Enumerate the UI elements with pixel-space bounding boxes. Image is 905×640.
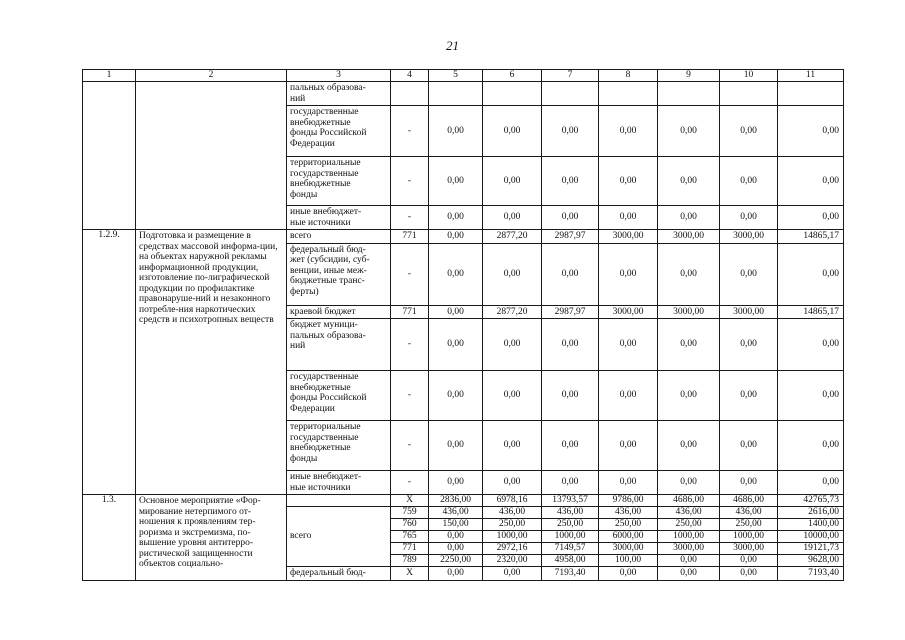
value-cell: 7193,40 [542, 567, 599, 581]
value-cell: 0,00 [429, 157, 483, 206]
value-cell: 0,00 [658, 471, 720, 495]
value-cell: 0,00 [429, 230, 483, 244]
column-number-header: 2 [136, 70, 287, 82]
empty-cell [542, 82, 599, 106]
value-cell: 2972,16 [483, 543, 542, 555]
value-cell: 436,00 [483, 507, 542, 519]
value-cell: 13793,57 [542, 495, 599, 507]
value-cell: 0,00 [542, 157, 599, 206]
source-label: всего [287, 507, 391, 567]
value-cell: 0,00 [720, 371, 778, 421]
value-cell: 3000,00 [658, 230, 720, 244]
code-cell: 771 [391, 230, 429, 244]
value-cell: 3000,00 [599, 230, 658, 244]
value-cell: 0,00 [429, 319, 483, 371]
code-cell: - [391, 243, 429, 305]
code-cell: - [391, 371, 429, 421]
empty-num-cell [83, 82, 136, 230]
value-cell: 0,00 [658, 106, 720, 157]
value-cell: 2877,20 [483, 305, 542, 319]
value-cell: 1000,00 [542, 531, 599, 543]
header-row [83, 70, 844, 82]
value-cell: 0,00 [599, 319, 658, 371]
table-body [83, 70, 844, 581]
value-cell: 0,00 [542, 206, 599, 230]
value-cell: 0,00 [429, 305, 483, 319]
value-cell: 0,00 [599, 206, 658, 230]
value-cell: 6978,16 [483, 495, 542, 507]
value-cell: 42765,73 [778, 495, 844, 507]
value-cell: 2616,00 [778, 507, 844, 519]
column-number-header: 11 [778, 70, 844, 82]
funding-table [82, 69, 844, 581]
value-cell: 100,00 [599, 555, 658, 567]
value-cell: 0,00 [483, 567, 542, 581]
value-cell: 0,00 [778, 243, 844, 305]
value-cell: 0,00 [658, 567, 720, 581]
value-cell: 0,00 [599, 243, 658, 305]
code-cell: 759 [391, 507, 429, 519]
value-cell: 2987,97 [542, 305, 599, 319]
value-cell: 6000,00 [599, 531, 658, 543]
value-cell: 0,00 [429, 567, 483, 581]
source-label: бюджет муници- пальных образова- ний [287, 319, 391, 371]
value-cell: 0,00 [483, 243, 542, 305]
value-cell: 1000,00 [720, 531, 778, 543]
value-cell: 4686,00 [720, 495, 778, 507]
value-cell: 436,00 [720, 507, 778, 519]
source-label: всего [287, 230, 391, 244]
source-label: государственные внебюджетные фонды Российской Федерации [287, 371, 391, 421]
value-cell: 0,00 [599, 157, 658, 206]
value-cell: 9628,00 [778, 555, 844, 567]
source-label: краевой бюджет [287, 305, 391, 319]
value-cell: 436,00 [599, 507, 658, 519]
code-cell: - [391, 421, 429, 471]
value-cell: 10000,00 [778, 531, 844, 543]
value-cell: 150,00 [429, 519, 483, 531]
value-cell: 0,00 [720, 157, 778, 206]
value-cell: 3000,00 [720, 230, 778, 244]
value-cell: 0,00 [542, 421, 599, 471]
value-cell: 14865,17 [778, 305, 844, 319]
value-cell: 0,00 [429, 206, 483, 230]
value-cell: 7149,57 [542, 543, 599, 555]
source-label: иные внебюджет- ные источники [287, 206, 391, 230]
value-cell: 3000,00 [658, 305, 720, 319]
value-cell: 250,00 [483, 519, 542, 531]
value-cell: 0,00 [599, 106, 658, 157]
value-cell: 4686,00 [658, 495, 720, 507]
value-cell: 3000,00 [658, 543, 720, 555]
column-number-header: 1 [83, 70, 136, 82]
value-cell: 0,00 [778, 471, 844, 495]
value-cell: 0,00 [429, 543, 483, 555]
value-cell: 0,00 [720, 555, 778, 567]
value-cell: 0,00 [429, 531, 483, 543]
value-cell: 3000,00 [720, 543, 778, 555]
value-cell: 0,00 [542, 371, 599, 421]
empty-cell [599, 82, 658, 106]
column-number-header: 9 [658, 70, 720, 82]
value-cell: 0,00 [542, 319, 599, 371]
source-label: территориальные государственные внебюджетные фонды [287, 421, 391, 471]
value-cell: 0,00 [658, 421, 720, 471]
value-cell: 0,00 [720, 319, 778, 371]
value-cell: 0,00 [483, 471, 542, 495]
value-cell: 0,00 [542, 471, 599, 495]
value-cell: 250,00 [658, 519, 720, 531]
value-cell: 250,00 [599, 519, 658, 531]
value-cell: 0,00 [658, 371, 720, 421]
value-cell: 250,00 [542, 519, 599, 531]
value-cell: 0,00 [429, 371, 483, 421]
value-cell: 0,00 [658, 206, 720, 230]
source-label: государственные внебюджетные фонды Российской Федерации [287, 106, 391, 157]
value-cell: 0,00 [599, 421, 658, 471]
value-cell: 7193,40 [778, 567, 844, 581]
value-cell: 2250,00 [429, 555, 483, 567]
value-cell: 0,00 [429, 106, 483, 157]
value-cell: 0,00 [429, 471, 483, 495]
value-cell: 0,00 [720, 421, 778, 471]
item-description: Подготовка и размещение в средствах массовой информа-ции, на объектах наружной рекламы информационной продукции, изготовление по-лиграфической продукции по профилактике правонаруше-ний и незаконного потребле-ния наркотических средств и психотропных веществ [136, 230, 287, 495]
item-description: Основное мероприятие «Фор-мирование нетерпимого от-ношения к проявлениям тер-роризма и экстремизма, по-вышение уровня антитерро-ристической защищенности объектов социально- [136, 495, 287, 581]
value-cell: 0,00 [658, 555, 720, 567]
value-cell: 0,00 [483, 206, 542, 230]
value-cell: 0,00 [483, 106, 542, 157]
column-number-header: 5 [429, 70, 483, 82]
empty-cell [391, 82, 429, 106]
value-cell: 0,00 [778, 106, 844, 157]
value-cell: 0,00 [658, 157, 720, 206]
value-cell: 0,00 [720, 471, 778, 495]
value-cell: 1000,00 [483, 531, 542, 543]
value-cell: 0,00 [778, 371, 844, 421]
table-row [83, 230, 844, 244]
source-label: иные внебюджет- ные источники [287, 471, 391, 495]
code-cell: - [391, 319, 429, 371]
value-cell: 3000,00 [599, 305, 658, 319]
page-number: 21 [446, 38, 459, 53]
empty-cell [483, 82, 542, 106]
empty-cell [658, 82, 720, 106]
value-cell: 0,00 [542, 106, 599, 157]
value-cell: 0,00 [429, 421, 483, 471]
column-number-header: 8 [599, 70, 658, 82]
value-cell: 0,00 [720, 206, 778, 230]
code-cell: - [391, 471, 429, 495]
code-cell: X [391, 567, 429, 581]
value-cell: 2877,20 [483, 230, 542, 244]
code-cell: 789 [391, 555, 429, 567]
value-cell: 0,00 [429, 243, 483, 305]
code-cell: - [391, 206, 429, 230]
value-cell: 0,00 [658, 243, 720, 305]
table-row [83, 495, 844, 507]
value-cell: 0,00 [542, 243, 599, 305]
value-cell: 9786,00 [599, 495, 658, 507]
value-cell: 436,00 [542, 507, 599, 519]
value-cell: 436,00 [658, 507, 720, 519]
value-cell: 0,00 [483, 421, 542, 471]
value-cell: 0,00 [720, 106, 778, 157]
table-row [83, 82, 844, 106]
value-cell: 0,00 [599, 371, 658, 421]
value-cell: 0,00 [483, 371, 542, 421]
empty-cell [429, 82, 483, 106]
column-number-header: 3 [287, 70, 391, 82]
empty-cell [778, 82, 844, 106]
column-number-header: 10 [720, 70, 778, 82]
code-cell: 771 [391, 543, 429, 555]
item-number: 1.3. [83, 495, 136, 581]
value-cell: 0,00 [720, 243, 778, 305]
value-cell: 2987,97 [542, 230, 599, 244]
value-cell: 3000,00 [720, 305, 778, 319]
source-label: федеральный бюд- жет (субсидии, суб- венции, иные меж- бюджетные транс- ферты) [287, 243, 391, 305]
code-cell: X [391, 495, 429, 507]
source-label: территориальные государственные внебюджетные фонды [287, 157, 391, 206]
empty-desc-cell [136, 82, 287, 230]
column-number-header: 4 [391, 70, 429, 82]
source-label: пальных образова- ний [287, 82, 391, 106]
value-cell: 3000,00 [599, 543, 658, 555]
value-cell: 0,00 [599, 471, 658, 495]
value-cell: 0,00 [483, 319, 542, 371]
empty-cell [720, 82, 778, 106]
value-cell: 0,00 [778, 319, 844, 371]
value-cell: 14865,17 [778, 230, 844, 244]
value-cell: 436,00 [429, 507, 483, 519]
value-cell: 2836,00 [429, 495, 483, 507]
value-cell: 0,00 [599, 567, 658, 581]
value-cell: 250,00 [720, 519, 778, 531]
value-cell: 0,00 [720, 567, 778, 581]
column-number-header: 7 [542, 70, 599, 82]
source-label: федеральный бюд- [287, 567, 391, 581]
value-cell: 0,00 [658, 319, 720, 371]
code-cell: - [391, 106, 429, 157]
value-cell: 0,00 [778, 421, 844, 471]
value-cell: 1000,00 [658, 531, 720, 543]
value-cell: 1400,00 [778, 519, 844, 531]
empty-label-cell [287, 495, 391, 507]
value-cell: 19121,73 [778, 543, 844, 555]
value-cell: 0,00 [778, 206, 844, 230]
value-cell: 0,00 [778, 157, 844, 206]
code-cell: 771 [391, 305, 429, 319]
value-cell: 4958,00 [542, 555, 599, 567]
code-cell: 760 [391, 519, 429, 531]
item-number: 1.2.9. [83, 230, 136, 495]
code-cell: - [391, 157, 429, 206]
code-cell: 765 [391, 531, 429, 543]
value-cell: 0,00 [483, 157, 542, 206]
value-cell: 2320,00 [483, 555, 542, 567]
column-number-header: 6 [483, 70, 542, 82]
